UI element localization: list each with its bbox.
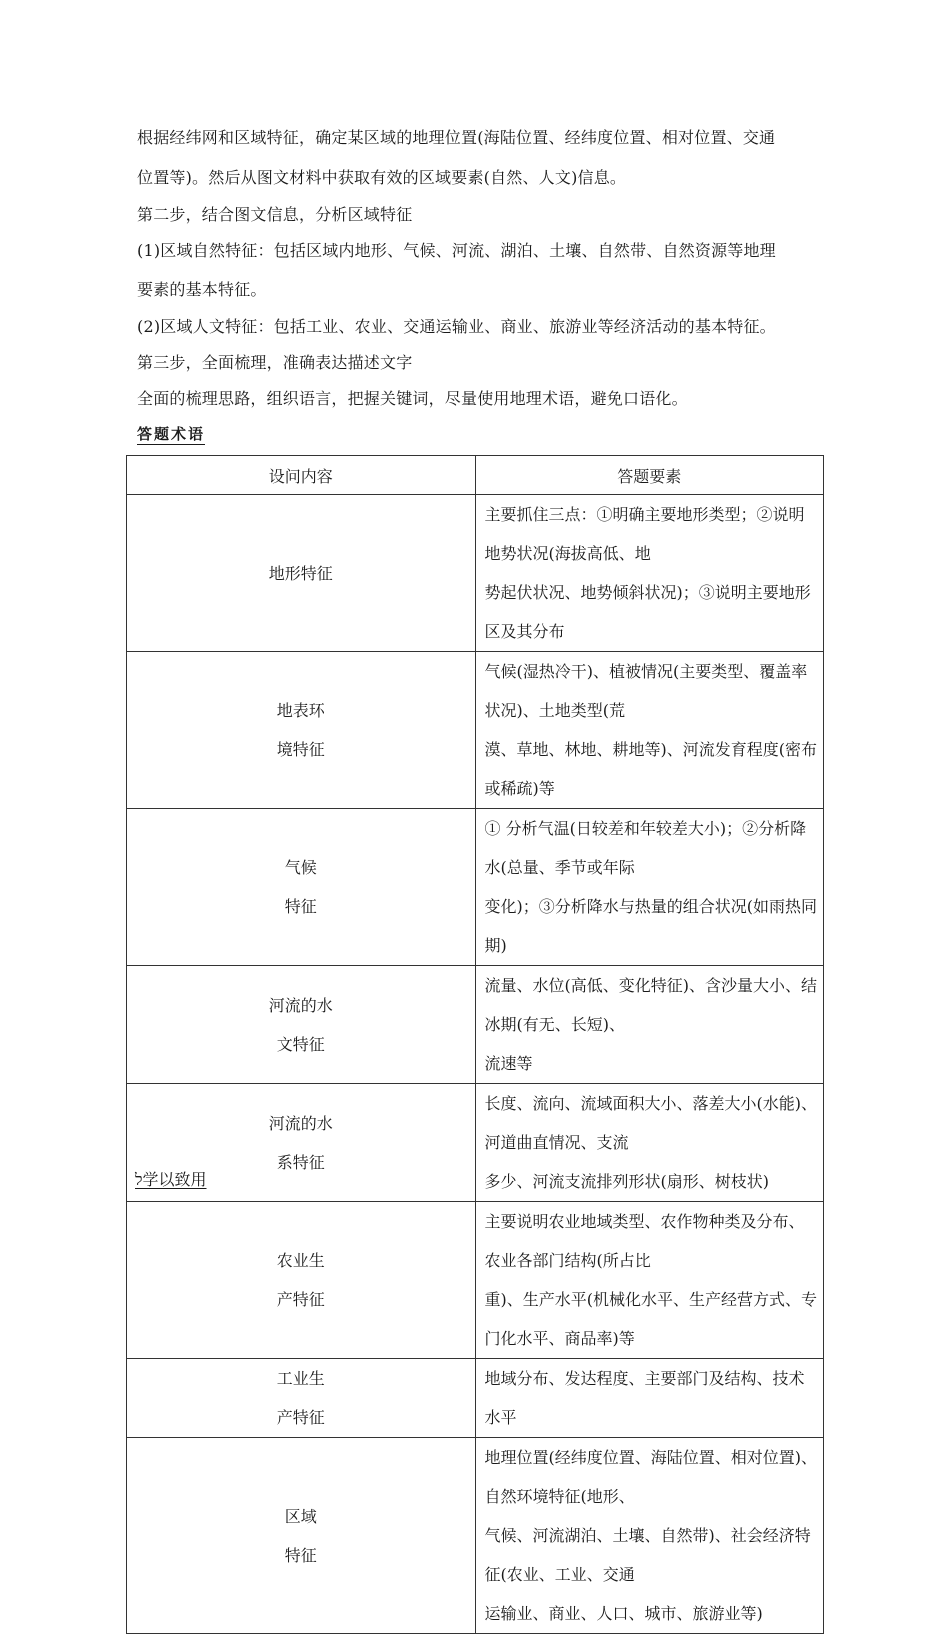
row-content bbox=[485, 495, 820, 651]
summary-line: 全面的梳理思路，组织语言，把握关键词，尽量使用地理术语，避免口语化。 bbox=[137, 389, 688, 408]
content-line: 主要抓住三点：①明确主要地形类型；②说明地势状况(海拔高低、地 bbox=[484, 505, 805, 563]
table-row bbox=[127, 1438, 824, 1634]
topic-line: 工业生 bbox=[276, 1369, 325, 1388]
table-row bbox=[127, 809, 824, 966]
row-topic bbox=[127, 986, 475, 1064]
answer-terms-table bbox=[126, 455, 824, 1634]
section-title: 答题术语 bbox=[137, 425, 206, 443]
intro-line-2: 位置等)。然后从图文材料中获取有效的区域要素(自然、人文)信息。 bbox=[137, 168, 627, 187]
content-line: 多少、河流支流排列形状(扇形、树枝状) bbox=[484, 1172, 769, 1191]
topic-line: 河流的水 bbox=[268, 1113, 333, 1133]
row-content bbox=[485, 1084, 820, 1201]
content-line: 流量、水位(高低、变化特征)、含沙量大小、结冰期(有无、长短)、 bbox=[484, 976, 817, 1034]
step-2-title: 第二步，结合图文信息，分析区域特征 bbox=[137, 205, 413, 224]
table-row bbox=[127, 1084, 824, 1202]
row-topic bbox=[127, 1497, 475, 1575]
natural-features-line-2: 要素的基本特征。 bbox=[137, 280, 267, 299]
topic-line: 系特征 bbox=[276, 1152, 325, 1172]
content-line: 主要说明农业地域类型、农作物种类及分布、农业各部门结构(所占比 bbox=[484, 1212, 805, 1270]
content-line: 重)、生产水平(机械化水平、生产经营方式、专门化水平、商品率)等 bbox=[484, 1290, 817, 1348]
topic-line: 境特征 bbox=[276, 740, 325, 759]
topic-line: 特征 bbox=[284, 1545, 317, 1565]
content-line: 气候、河流湖泊、土壤、自然带)、社会经济特征(农业、工业、交通 bbox=[484, 1526, 811, 1584]
topic-line: 区域 bbox=[284, 1506, 317, 1526]
topic-line: 文特征 bbox=[276, 1034, 325, 1054]
content-line: 流速等 bbox=[484, 1054, 533, 1073]
step-3-title: 第三步，全面梳理，准确表达描述文字 bbox=[137, 353, 413, 372]
topic-line: 产特征 bbox=[276, 1408, 325, 1427]
row-topic bbox=[127, 848, 475, 926]
content-line: 长度、流向、流域面积大小、落差大小(水能)、河道曲直情况、支流 bbox=[484, 1094, 817, 1152]
row-content bbox=[485, 1438, 820, 1633]
topic-line: 产特征 bbox=[276, 1290, 325, 1309]
table-header-row bbox=[127, 456, 824, 495]
topic-line: 地表环 bbox=[276, 701, 325, 720]
row-topic bbox=[127, 1241, 475, 1319]
content-line: 地理位置(经纬度位置、海陆位置、相对位置)、自然环境特征(地形、 bbox=[484, 1448, 817, 1506]
table-row bbox=[127, 652, 824, 809]
human-features-line: (2)区域人文特征：包括工业、农业、交通运输业、商业、旅游业等经济活动的基本特征。 bbox=[137, 317, 776, 336]
row-content bbox=[485, 1202, 820, 1358]
content-line: ① 分析气温(日较差和年较差大小)；②分析降水(总量、季节或年际 bbox=[484, 819, 807, 877]
topic-line: 气候 bbox=[284, 858, 317, 877]
content-line: 气候(湿热冷干)、植被情况(主要类型、覆盖率状况)、土地类型(荒 bbox=[484, 662, 808, 720]
row-content bbox=[485, 652, 820, 808]
table-row bbox=[127, 1202, 824, 1359]
row-topic bbox=[127, 1359, 475, 1437]
table-row bbox=[127, 495, 824, 652]
row-topic bbox=[127, 691, 475, 769]
topic-line: 地形特征 bbox=[268, 563, 333, 583]
content-line: 变化)；③分析降水与热量的组合状况(如雨热同期) bbox=[484, 897, 817, 955]
topic-line: 河流的水 bbox=[268, 995, 333, 1015]
row-content bbox=[485, 966, 820, 1083]
content-line: 漠、草地、林地、耕地等)、河流发育程度(密布或稀疏)等 bbox=[484, 740, 817, 798]
content-line: 地域分布、发达程度、主要部门及结构、技术水平 bbox=[484, 1369, 805, 1427]
row-topic bbox=[127, 554, 475, 593]
content-line: 运输业、商业、人口、城市、旅游业等) bbox=[484, 1604, 763, 1623]
topic-line: 农业生 bbox=[276, 1251, 325, 1270]
header-content: 答题要素 bbox=[475, 456, 824, 495]
table-row bbox=[127, 966, 824, 1084]
header-topic: 设问内容 bbox=[127, 456, 476, 495]
apply-learning-link[interactable]: ל学以致用 bbox=[135, 1170, 207, 1189]
table-row bbox=[127, 1359, 824, 1438]
row-content bbox=[485, 1359, 820, 1437]
topic-line: 特征 bbox=[284, 897, 317, 916]
natural-features-line-1: (1)区域自然特征：包括区域内地形、气候、河流、湖泊、土壤、自然带、自然资源等地理 bbox=[137, 241, 776, 260]
row-content bbox=[485, 809, 820, 965]
intro-line-1: 根据经纬网和区域特征，确定某区域的地理位置(海陆位置、经纬度位置、相对位置、交通 bbox=[137, 128, 776, 147]
content-line: 势起伏状况、地势倾斜状况)；③说明主要地形区及其分布 bbox=[484, 583, 811, 641]
